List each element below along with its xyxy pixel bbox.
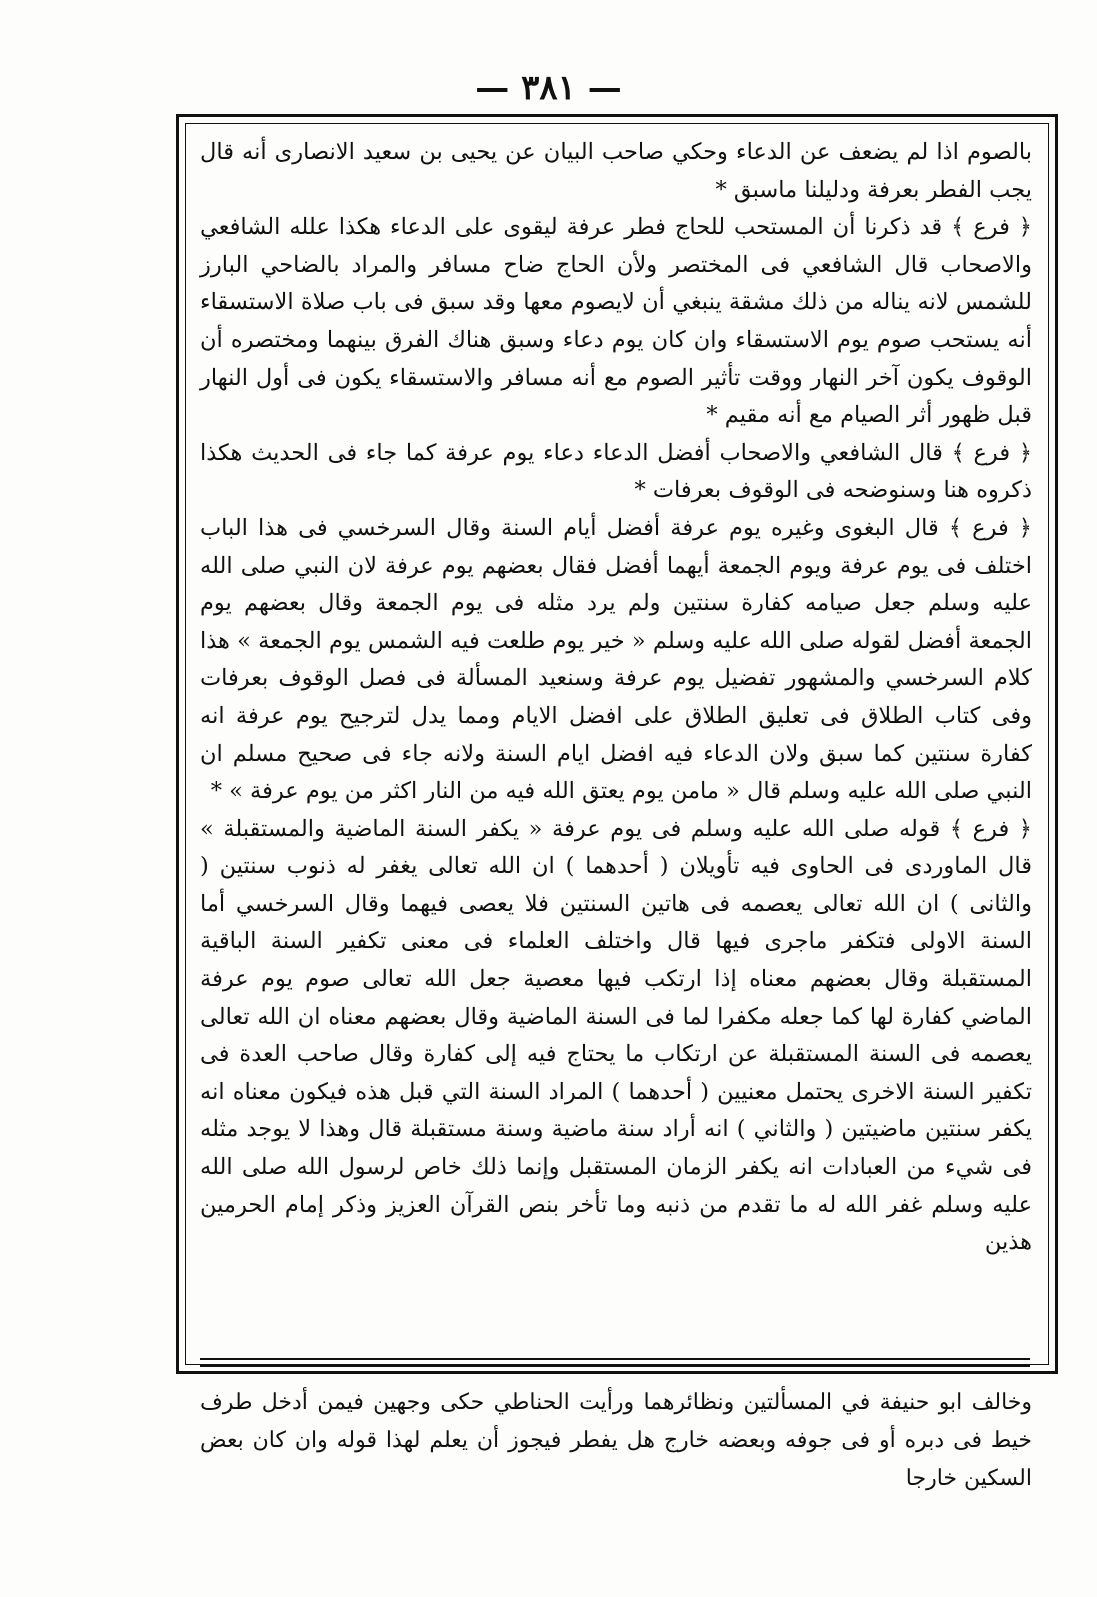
footnote-text <box>200 1384 1032 1498</box>
footnote-separator-line-inner <box>200 1365 1030 1367</box>
main-body-text <box>200 134 1032 1262</box>
footnote-paragraph: وخالف ابو حنيفة في المسألتين ونظائرهما ورأيت الحناطي حكى وجهين فيمن أدخل طرف خيط فى دبره أو فى جوفه وبعضه خارج هل يفطر فيجوز أن يعلم لهذا قوله وان كان بعض السكين خارجا <box>200 1390 1032 1491</box>
paragraph-branch-breaking-fast: ﴿ فرع ﴾ قد ذكرنا أن المستحب للحاج فطر عرفة ليقوى على الدعاء هكذا علله الشافعي والاصحاب قال الشافعي فى المختصر ولأن الحاج ضاح مسافر والمراد بالضاحي البارز للشمس لانه يناله من ذلك مشقة ينبغي أن لايصوم معها وقد سبق فى باب صلاة الاستسقاء أنه يستحب صوم يوم الاستسقاء وان كان يوم دعاء وسبق هناك الفرق بينهما ومختصره أن الوقوف يكون آخر النهار ووقت تأثير الصوم مع أنه مسافر والاستسقاء يكون فى أول النهار قبل ظهور أثر الصيام مع أنه مقيم * <box>200 214 1032 429</box>
paragraph-branch-best-day: ﴿ فرع ﴾ قال البغوى وغيره يوم عرفة أفضل أيام السنة وقال السرخسي فى هذا الباب اختلف فى يوم عرفة ويوم الجمعة أيهما أفضل فقال بعضهم يوم عرفة لان النبي صلى الله عليه وسلم جعل صيامه كفارة سنتين ولم يرد مثله فى يوم الجمعة وقال بعضهم يوم الجمعة أفضل لقوله صلى الله عليه وسلم « خير يوم طلعت فيه الشمس يوم الجمعة » هذا كلام السرخسي والمشهور تفضيل يوم عرفة وسنعيد المسألة فى فصل الوقوف بعرفات وفى كتاب الطلاق فى تعليق الطلاق على افضل الايام ومما يدل لترجيح يوم عرفة انه كفارة سنتين كما سبق ولان الدعاء فيه افضل ايام السنة ولانه جاء فى صحيح مسلم ان النبي صلى الله عليه وسلم قال « مامن يوم يعتق الله فيه من النار اكثر من يوم عرفة » * <box>200 514 1032 805</box>
page-number: — ٣٨١ — <box>475 68 622 108</box>
paragraph-branch-best-supplication: ﴿ فرع ﴾ قال الشافعي والاصحاب أفضل الدعاء دعاء يوم عرفة كما جاء فى الحديث هكذا ذكروه هنا وسنوضحه فى الوقوف بعرفات * <box>200 439 1032 504</box>
footnote-separator-line <box>200 1358 1030 1360</box>
paragraph-fasting-intro: بالصوم اذا لم يضعف عن الدعاء وحكي صاحب البيان عن يحيى بن سعيد الانصارى أنه قال يجب الفطر بعرفة ودليلنا ماسبق * <box>200 139 1032 203</box>
paragraph-branch-expiation: ﴿ فرع ﴾ قوله صلى الله عليه وسلم فى يوم عرفة « يكفر السنة الماضية والمستقبلة » قال الماوردى فى الحاوى فيه تأويلان ( أحدهما ) ان الله تعالى يغفر له ذنوب سنتين ( والثانى ) ان الله تعالى يعصمه فى هاتين السنتين فلا يعصى فيهما وقال السرخسي أما السنة الاولى فتكفر ماجرى فيها قال واختلف العلماء فى معنى تكفير السنة الباقية المستقبلة وقال بعضهم معناه إذا ارتكب فيها معصية جعل الله تعالى صوم يوم عرفة الماضي كفارة لها كما جعله مكفرا لما فى السنة الماضية وقال بعضهم معناه ان الله تعالى يعصمه فى السنة المستقبلة عن ارتكاب ما يحتاج فيه إلى كفارة وقال صاحب العدة فى تكفير السنة الاخرى يحتمل معنيين ( أحدهما ) المراد السنة التي قبل هذه فيكون معناه انه يكفر سنتين ماضيتين ( والثاني ) انه أراد سنة ماضية وسنة مستقبلة قال وهذا لا يوجد مثله فى شيء من العبادات انه يكفر الزمان المستقبل وإنما ذلك خاص لرسول الله صلى الله عليه وسلم غفر الله له ما تقدم من ذنبه وما تأخر بنص القرآن العزيز وذكر إمام الحرمين هذين <box>200 815 1032 1256</box>
